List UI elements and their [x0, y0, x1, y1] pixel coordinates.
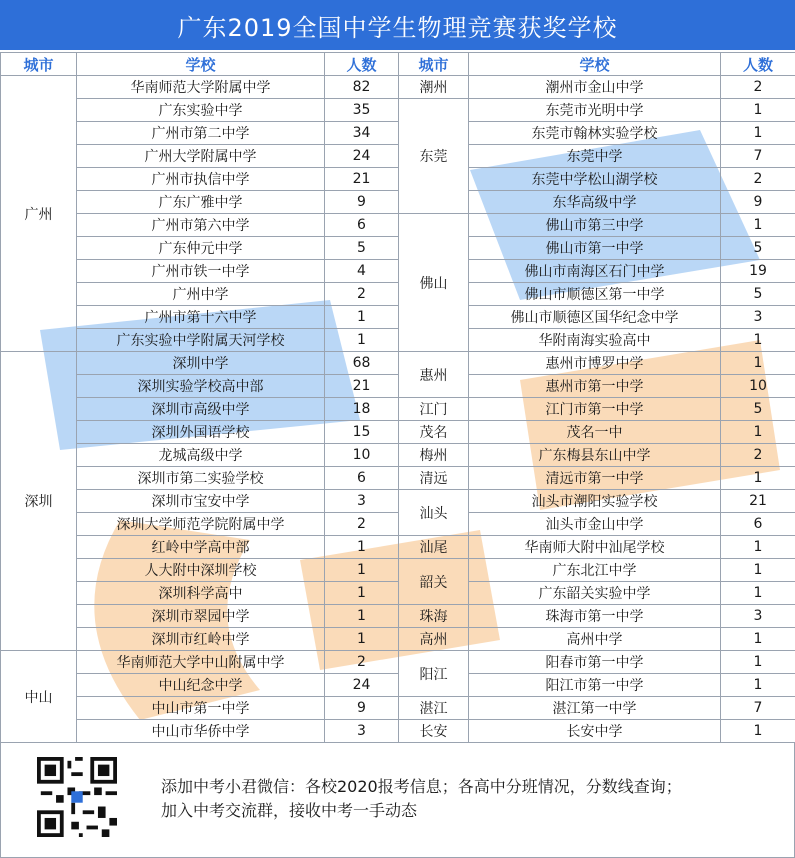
school-cell-left: 深圳科学高中	[77, 582, 325, 605]
count-cell-left: 1	[325, 628, 399, 651]
count-cell-left: 1	[325, 329, 399, 352]
count-cell-right: 2	[721, 168, 795, 191]
header-school-right: 学校	[469, 53, 721, 76]
table-row	[1, 628, 795, 651]
school-cell-left: 深圳大学师范学院附属中学	[77, 513, 325, 536]
school-cell-left: 华南师范大学附属中学	[77, 76, 325, 99]
count-cell-left: 35	[325, 99, 399, 122]
school-cell-left: 深圳市宝安中学	[77, 490, 325, 513]
count-cell-left: 21	[325, 168, 399, 191]
table-row	[1, 168, 795, 191]
count-cell-left: 1	[325, 559, 399, 582]
school-cell-right: 东莞市翰林实验学校	[469, 122, 721, 145]
qr-code-icon	[37, 757, 117, 837]
school-cell-right: 佛山市第一中学	[469, 237, 721, 260]
count-cell-right: 1	[721, 467, 795, 490]
school-cell-left: 广州市执信中学	[77, 168, 325, 191]
school-cell-right: 佛山市第三中学	[469, 214, 721, 237]
school-cell-left: 龙城高级中学	[77, 444, 325, 467]
count-cell-left: 6	[325, 214, 399, 237]
count-cell-left: 5	[325, 237, 399, 260]
count-cell-right: 1	[721, 674, 795, 697]
school-cell-left: 深圳市第二实验学校	[77, 467, 325, 490]
school-cell-right: 珠海市第一中学	[469, 605, 721, 628]
count-cell-left: 2	[325, 513, 399, 536]
count-cell-left: 6	[325, 467, 399, 490]
header-school-left: 学校	[77, 53, 325, 76]
table-row	[1, 99, 795, 122]
table-row	[1, 674, 795, 697]
count-cell-left: 21	[325, 375, 399, 398]
table-row	[1, 490, 795, 513]
count-cell-left: 34	[325, 122, 399, 145]
city-cell-right: 佛山	[399, 214, 469, 352]
count-cell-left: 1	[325, 536, 399, 559]
table-row	[1, 191, 795, 214]
school-cell-right: 广东北江中学	[469, 559, 721, 582]
city-cell-right: 江门	[399, 398, 469, 421]
school-cell-right: 江门市第一中学	[469, 398, 721, 421]
school-cell-right: 高州中学	[469, 628, 721, 651]
promo-line-1: 添加中考小君微信：各校2020报考信息；各高中分班情况，分数线查询；	[161, 777, 682, 796]
count-cell-left: 9	[325, 191, 399, 214]
school-cell-left: 深圳市高级中学	[77, 398, 325, 421]
count-cell-left: 3	[325, 720, 399, 743]
city-cell-right: 高州	[399, 628, 469, 651]
city-cell-right: 阳江	[399, 651, 469, 697]
promo-line-2: 加入中考交流群，接收中考一手动态	[161, 801, 418, 820]
city-cell-left: 深圳	[1, 352, 77, 651]
header-city-left: 城市	[1, 53, 77, 76]
school-cell-right: 清远市第一中学	[469, 467, 721, 490]
count-cell-right: 1	[721, 720, 795, 743]
page-title: 广东2019全国中学生物理竞赛获奖学校	[0, 0, 795, 50]
table-row	[1, 214, 795, 237]
table-row	[1, 513, 795, 536]
count-cell-right: 9	[721, 191, 795, 214]
count-cell-right: 3	[721, 605, 795, 628]
count-cell-right: 1	[721, 122, 795, 145]
count-cell-right: 5	[721, 283, 795, 306]
city-cell-right: 梅州	[399, 444, 469, 467]
school-cell-right: 华附南海实验高中	[469, 329, 721, 352]
school-cell-left: 广东实验中学附属天河学校	[77, 329, 325, 352]
school-cell-right: 东莞中学松山湖学校	[469, 168, 721, 191]
count-cell-left: 18	[325, 398, 399, 421]
table-row	[1, 283, 795, 306]
count-cell-right: 19	[721, 260, 795, 283]
city-cell-right: 长安	[399, 720, 469, 743]
table-row	[1, 145, 795, 168]
count-cell-right: 21	[721, 490, 795, 513]
school-cell-left: 深圳市红岭中学	[77, 628, 325, 651]
city-cell-right: 韶关	[399, 559, 469, 605]
school-cell-left: 广州中学	[77, 283, 325, 306]
count-cell-left: 10	[325, 444, 399, 467]
school-cell-right: 汕头市潮阳实验学校	[469, 490, 721, 513]
school-cell-left: 广州大学附属中学	[77, 145, 325, 168]
table-header-row	[1, 53, 795, 76]
school-cell-left: 华南师范大学中山附属中学	[77, 651, 325, 674]
school-cell-right: 广东韶关实验中学	[469, 582, 721, 605]
city-cell-right: 东莞	[399, 99, 469, 214]
city-cell-right: 汕头	[399, 490, 469, 536]
count-cell-right: 2	[721, 76, 795, 99]
table-row	[1, 260, 795, 283]
count-cell-left: 1	[325, 582, 399, 605]
school-cell-left: 深圳中学	[77, 352, 325, 375]
count-cell-right: 2	[721, 444, 795, 467]
school-cell-left: 深圳外国语学校	[77, 421, 325, 444]
school-cell-left: 中山市第一中学	[77, 697, 325, 720]
count-cell-right: 1	[721, 651, 795, 674]
table-row	[1, 467, 795, 490]
header-count-left: 人数	[325, 53, 399, 76]
city-cell-left: 广州	[1, 76, 77, 352]
school-cell-right: 阳江市第一中学	[469, 674, 721, 697]
school-cell-right: 东华高级中学	[469, 191, 721, 214]
count-cell-right: 6	[721, 513, 795, 536]
count-cell-right: 3	[721, 306, 795, 329]
school-cell-left: 中山市华侨中学	[77, 720, 325, 743]
table-row	[1, 536, 795, 559]
school-cell-right: 惠州市第一中学	[469, 375, 721, 398]
city-cell-right: 茂名	[399, 421, 469, 444]
count-cell-left: 15	[325, 421, 399, 444]
school-cell-left: 人大附中深圳学校	[77, 559, 325, 582]
table-row	[1, 559, 795, 582]
count-cell-left: 2	[325, 283, 399, 306]
school-cell-left: 广东仲元中学	[77, 237, 325, 260]
footer-promo	[0, 742, 795, 858]
count-cell-left: 82	[325, 76, 399, 99]
table-row	[1, 306, 795, 329]
school-cell-right: 湛江第一中学	[469, 697, 721, 720]
school-cell-right: 潮州市金山中学	[469, 76, 721, 99]
city-cell-left: 中山	[1, 651, 77, 743]
count-cell-left: 68	[325, 352, 399, 375]
table-row	[1, 720, 795, 743]
table-row	[1, 421, 795, 444]
count-cell-right: 1	[721, 352, 795, 375]
city-cell-right: 湛江	[399, 697, 469, 720]
school-cell-left: 广州市第二中学	[77, 122, 325, 145]
school-cell-left: 广州市铁一中学	[77, 260, 325, 283]
count-cell-right: 10	[721, 375, 795, 398]
school-cell-right: 佛山市顺德区国华纪念中学	[469, 306, 721, 329]
city-cell-right: 汕尾	[399, 536, 469, 559]
count-cell-left: 4	[325, 260, 399, 283]
table-row	[1, 444, 795, 467]
table-row	[1, 697, 795, 720]
school-cell-left: 深圳实验学校高中部	[77, 375, 325, 398]
header-count-right: 人数	[721, 53, 795, 76]
city-cell-right: 潮州	[399, 76, 469, 99]
table-row	[1, 237, 795, 260]
count-cell-right: 1	[721, 536, 795, 559]
school-cell-right: 华南师大附中汕尾学校	[469, 536, 721, 559]
count-cell-left: 2	[325, 651, 399, 674]
school-cell-left: 深圳市翠园中学	[77, 605, 325, 628]
count-cell-left: 24	[325, 145, 399, 168]
school-cell-right: 惠州市博罗中学	[469, 352, 721, 375]
header-city-right: 城市	[399, 53, 469, 76]
count-cell-right: 7	[721, 145, 795, 168]
count-cell-right: 1	[721, 421, 795, 444]
count-cell-right: 7	[721, 697, 795, 720]
school-cell-right: 长安中学	[469, 720, 721, 743]
table-row	[1, 398, 795, 421]
count-cell-right: 1	[721, 628, 795, 651]
school-cell-right: 广东梅县东山中学	[469, 444, 721, 467]
count-cell-right: 1	[721, 99, 795, 122]
school-cell-right: 东莞中学	[469, 145, 721, 168]
school-cell-left: 广东实验中学	[77, 99, 325, 122]
count-cell-left: 9	[325, 697, 399, 720]
count-cell-left: 1	[325, 306, 399, 329]
city-cell-right: 珠海	[399, 605, 469, 628]
table-row	[1, 605, 795, 628]
count-cell-right: 1	[721, 559, 795, 582]
school-cell-left: 广州市第六中学	[77, 214, 325, 237]
results-table	[0, 52, 795, 743]
school-cell-left: 中山纪念中学	[77, 674, 325, 697]
count-cell-right: 5	[721, 237, 795, 260]
city-cell-right: 清远	[399, 467, 469, 490]
count-cell-left: 1	[325, 605, 399, 628]
count-cell-left: 24	[325, 674, 399, 697]
school-cell-right: 佛山市顺德区第一中学	[469, 283, 721, 306]
table-row	[1, 651, 795, 674]
table-row	[1, 329, 795, 352]
count-cell-right: 5	[721, 398, 795, 421]
table-row	[1, 375, 795, 398]
count-cell-right: 1	[721, 329, 795, 352]
school-cell-right: 东莞市光明中学	[469, 99, 721, 122]
school-cell-right: 汕头市金山中学	[469, 513, 721, 536]
count-cell-right: 1	[721, 582, 795, 605]
table-row	[1, 582, 795, 605]
count-cell-left: 3	[325, 490, 399, 513]
count-cell-right: 1	[721, 214, 795, 237]
city-cell-right: 惠州	[399, 352, 469, 398]
school-cell-right: 茂名一中	[469, 421, 721, 444]
school-cell-right: 阳春市第一中学	[469, 651, 721, 674]
school-cell-left: 广东广雅中学	[77, 191, 325, 214]
school-cell-right: 佛山市南海区石门中学	[469, 260, 721, 283]
school-cell-left: 广州市第十六中学	[77, 306, 325, 329]
table-row	[1, 352, 795, 375]
school-cell-left: 红岭中学高中部	[77, 536, 325, 559]
table-row	[1, 122, 795, 145]
table-row	[1, 76, 795, 99]
